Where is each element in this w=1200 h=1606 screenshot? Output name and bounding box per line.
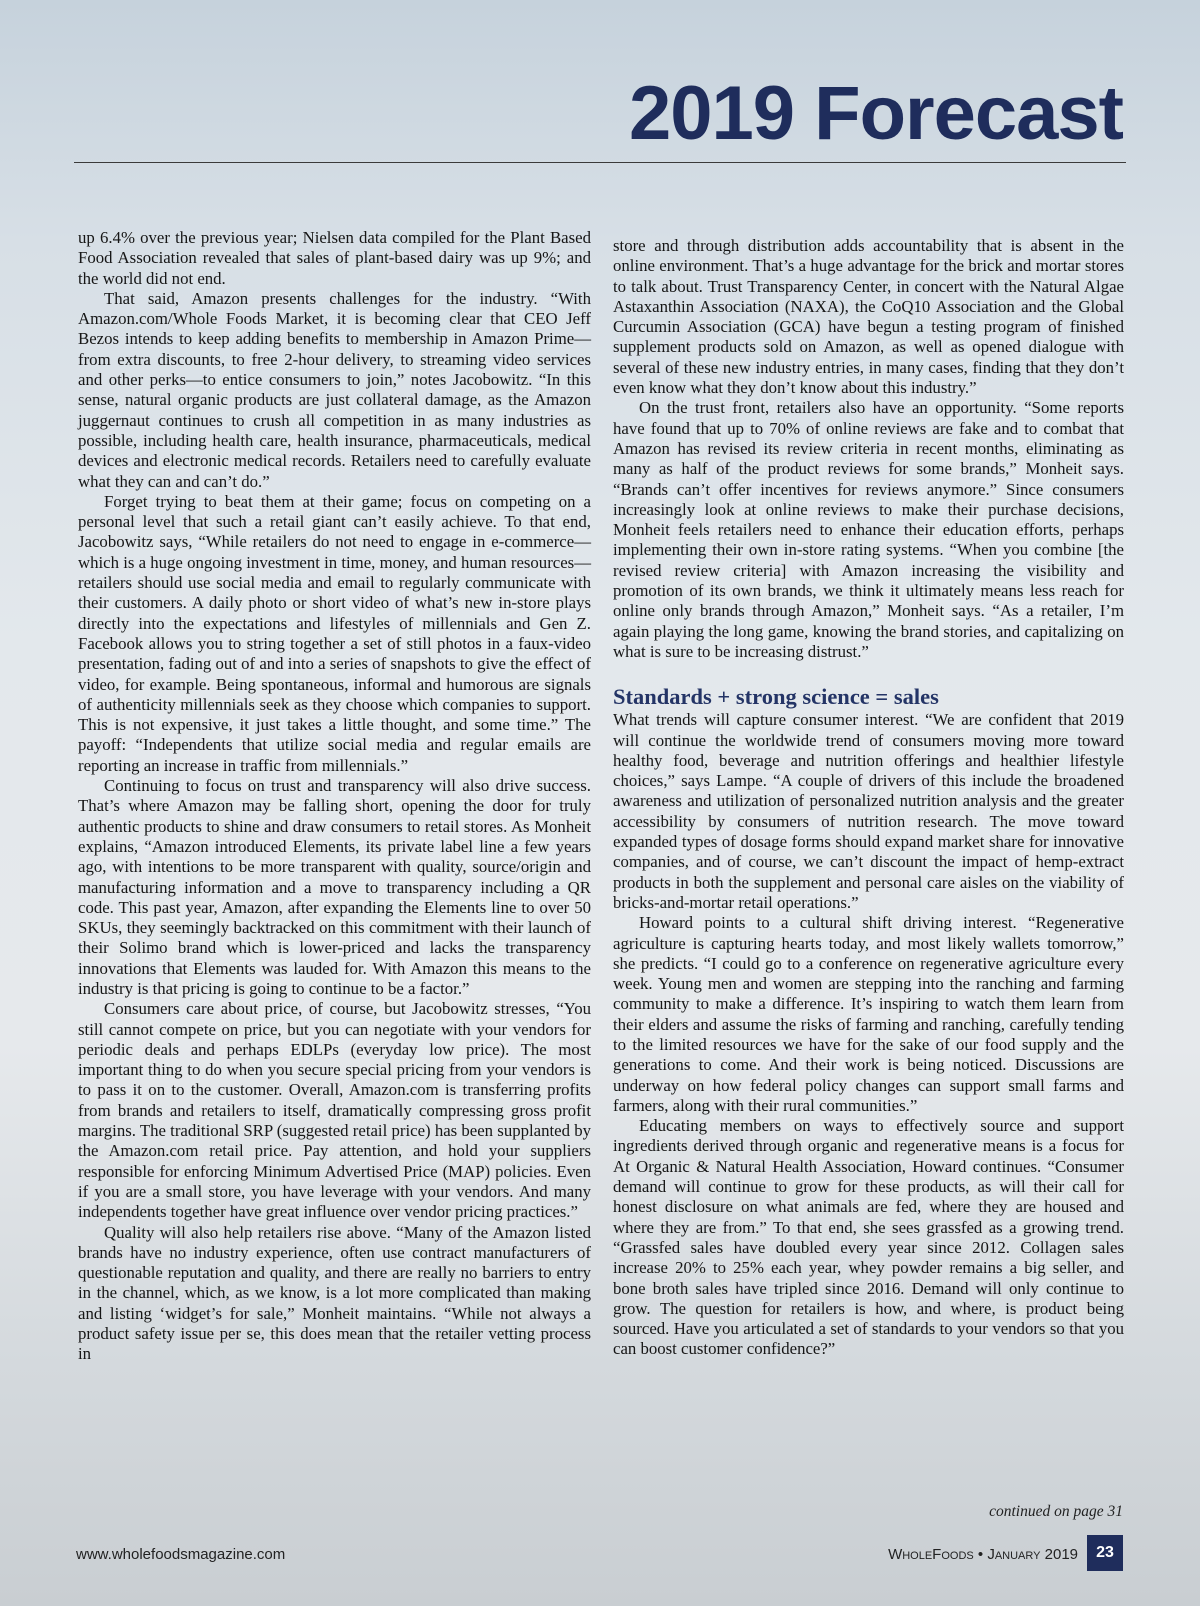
paragraph: Educating members on ways to effectively source and support ingredients derived through organic and regenerative means is a focus for At Organic & Natural Health Association, Howard continues. “Consumer demand will continue to grow for these products, as will their call for honest disclosure on what animals are fed, where they are housed and where they are from.” To that end, she sees grassfed as a growing trend. “Grassfed sales have doubled every year since 2012. Collagen sales increase 20% to 25% each year, whey powder remains a big seller, and bone broth sales have tripled since 2016. Demand will only continue to grow. The question for retailers is how, and where, is product being sourced. Have you articulated a set of standards to your vendors so that you can boost customer confidence?”: [613, 1116, 1124, 1359]
paragraph: up 6.4% over the previous year; Nielsen data compiled for the Plant Based Food Association revealed that sales of plant-based dairy was up 9%; and the world did not end.: [78, 228, 591, 288]
paragraph: Consumers care about price, of course, but Jacobowitz stresses, “You still cannot compete on price, but you can negotiate with your vendors for periodic deals and perhaps EDLPs (everyday low price). The most important thing to do when you secure special pricing from your vendors is to pass it on to the customer. Overall, Amazon.com is transferring profits from brands and retailers to itself, dramatically compressing gross profit margins. The traditional SRP (suggested retail price) has been supplanted by the Amazon.com retail price. Pay attention, and hold your suppliers responsible for enforcing Minimum Advertised Price (MAP) policies. Even if you are a small store, you have leverage with your vendors. And many independents together have great influence over vendor pricing practices.”: [78, 999, 591, 1222]
footer-url[interactable]: www.wholefoodsmagazine.com: [76, 1546, 286, 1563]
paragraph: On the trust front, retailers also have an opportunity. “Some reports have found that up to 70% of online reviews are fake and to combat that Amazon has revised its review criteria in recent months, eliminating as many as half of the product reviews for some brands,” Monheit says. “Brands can’t offer incentives for reviews anymore.” Since consumers increasingly look at online reviews to make their purchase decisions, Monheit feels retailers need to enhance their education efforts, perhaps implementing their own in-store rating systems. “When you combine [the revised review criteria] with Amazon increasing the visibility and promotion of its own brands, we think it ultimately means less reach for online only brands through Amazon,” Monheit says. “As a retailer, I’m again playing the long game, knowing the brand stories, and capitalizing on what is sure to be increasing distrust.”: [613, 398, 1124, 661]
paragraph: Howard points to a cultural shift driving interest. “Regenerative agriculture is capturing hearts today, and most likely wallets tomorrow,” she predicts. “I could go to a conference on regenerative agriculture every week. Young men and women are stepping into the ranching and farming community to make a difference. It’s inspiring to watch them learn from their elders and assume the risks of farming and ranching, carefully tending to the limited resources we have for the sake of our food supply and the generations to come. And their work is being noticed. Discussions are underway on how federal policy changes can support small farms and farmers, along with their rural communities.”: [613, 913, 1124, 1115]
paragraph: Quality will also help retailers rise above. “Many of the Amazon listed brands have no industry experience, often use contract manufacturers of questionable reputation and quality, and there are really no barriers to entry in the channel, which, as we know, is a lot more complicated than making and listing ‘widget’s for sale,” Monheit maintains. “While not always a product safety issue per se, this does mean that the retailer vetting process in: [78, 1222, 591, 1364]
section-heading: Standards + strong science = sales: [613, 684, 939, 710]
right-column: [613, 236, 1124, 1360]
paragraph: store and through distribution adds accountability that is absent in the online environment. That’s a huge advantage for the brick and mortar stores to talk about. Trust Transparency Center, in concert with the Natural Algae Astaxanthin Association (NAXA), the CoQ10 Association and the Global Curcumin Association (GCA) have begun a testing program of finished supplement products sold on Amazon, as well as opened dialogue with several of these new industry entries, in many cases, finding that they don’t even know what they don’t know about this industry.”: [613, 236, 1124, 398]
paragraph: Continuing to focus on trust and transparency will also drive success. That’s where Amazon may be falling short, opening the door for truly authentic products to shine and draw consumers to retail stores. As Monheit explains, “Amazon introduced Elements, its private label line a few years ago, with intentions to be more transparent with quality, source/origin and manufacturing information and a move to transparency including a QR code. This past year, Amazon, after expanding the Elements line to over 50 SKUs, they seemingly backtracked on this commitment with their launch of their Solimo brand which is lower-priced and lacks the transparency innovations that Elements was lauded for. With Amazon this means to the industry is that pricing is going to continue to be a factor.”: [78, 776, 591, 998]
footer-magazine-issue: WholeFoods • January 2019: [888, 1546, 1078, 1563]
paragraph: Forget trying to beat them at their game; focus on competing on a personal level that such a retail giant can’t easily achieve. To that end, Jacobowitz says, “While retailers do not need to engage in e-commerce—which is a huge ongoing investment in time, money, and human resources—retailers should use social media and email to regularly communicate with their customers. A daily photo or short video of what’s new in-store plays directly into the expectations and lifestyles of millennials and Gen Z. Facebook allows you to string together a set of still photos in a faux-video presentation, fading out of and into a series of snapshots to give the effect of video, for example. Being spontaneous, informal and humorous are signals of authenticity millennials seek as they choose which companies to support. This is not expensive, it just takes a little thought, and some time.” The payoff: “Independents that utilize social media and regular emails are reporting an increase in traffic from millennials.”: [78, 491, 591, 775]
left-column: [78, 228, 591, 1365]
page-number: 23: [1087, 1535, 1123, 1571]
page-title: 2019 Forecast: [629, 71, 1123, 156]
title-divider: [74, 162, 1126, 163]
paragraph: That said, Amazon presents challenges for the industry. “With Amazon.com/Whole Foods Market, it is becoming clear that CEO Jeff Bezos intends to keep adding benefits to membership in Amazon Prime—from extra discounts, to free 2-hour delivery, to streaming video services and other perks—to entice consumers to join,” notes Jacobowitz. “In this sense, natural organic products are just collateral damage, as the Amazon juggernaut continues to crush all competition in as many industries as possible, including health care, health insurance, pharmaceuticals, medical devices and electronic medical records. Retailers need to carefully evaluate what they can and can’t do.”: [78, 288, 591, 491]
paragraph: What trends will capture consumer interest. “We are confident that 2019 will continue the worldwide trend of consumers moving more toward healthy food, beverage and nutrition offerings and healthier lifestyle choices,” says Lampe. “A couple of drivers of this include the broadened awareness and utilization of personalized nutrition analysis and the greater accessibility by consumers of nutrition research. The move toward expanded types of dosage forms should expand market share for innovative companies, and of course, we can’t discount the impact of hemp-extract products in both the supplement and personal care aisles on the viability of bricks-and-mortar retail operations.”: [613, 710, 1124, 912]
continued-note: continued on page 31: [989, 1503, 1123, 1520]
